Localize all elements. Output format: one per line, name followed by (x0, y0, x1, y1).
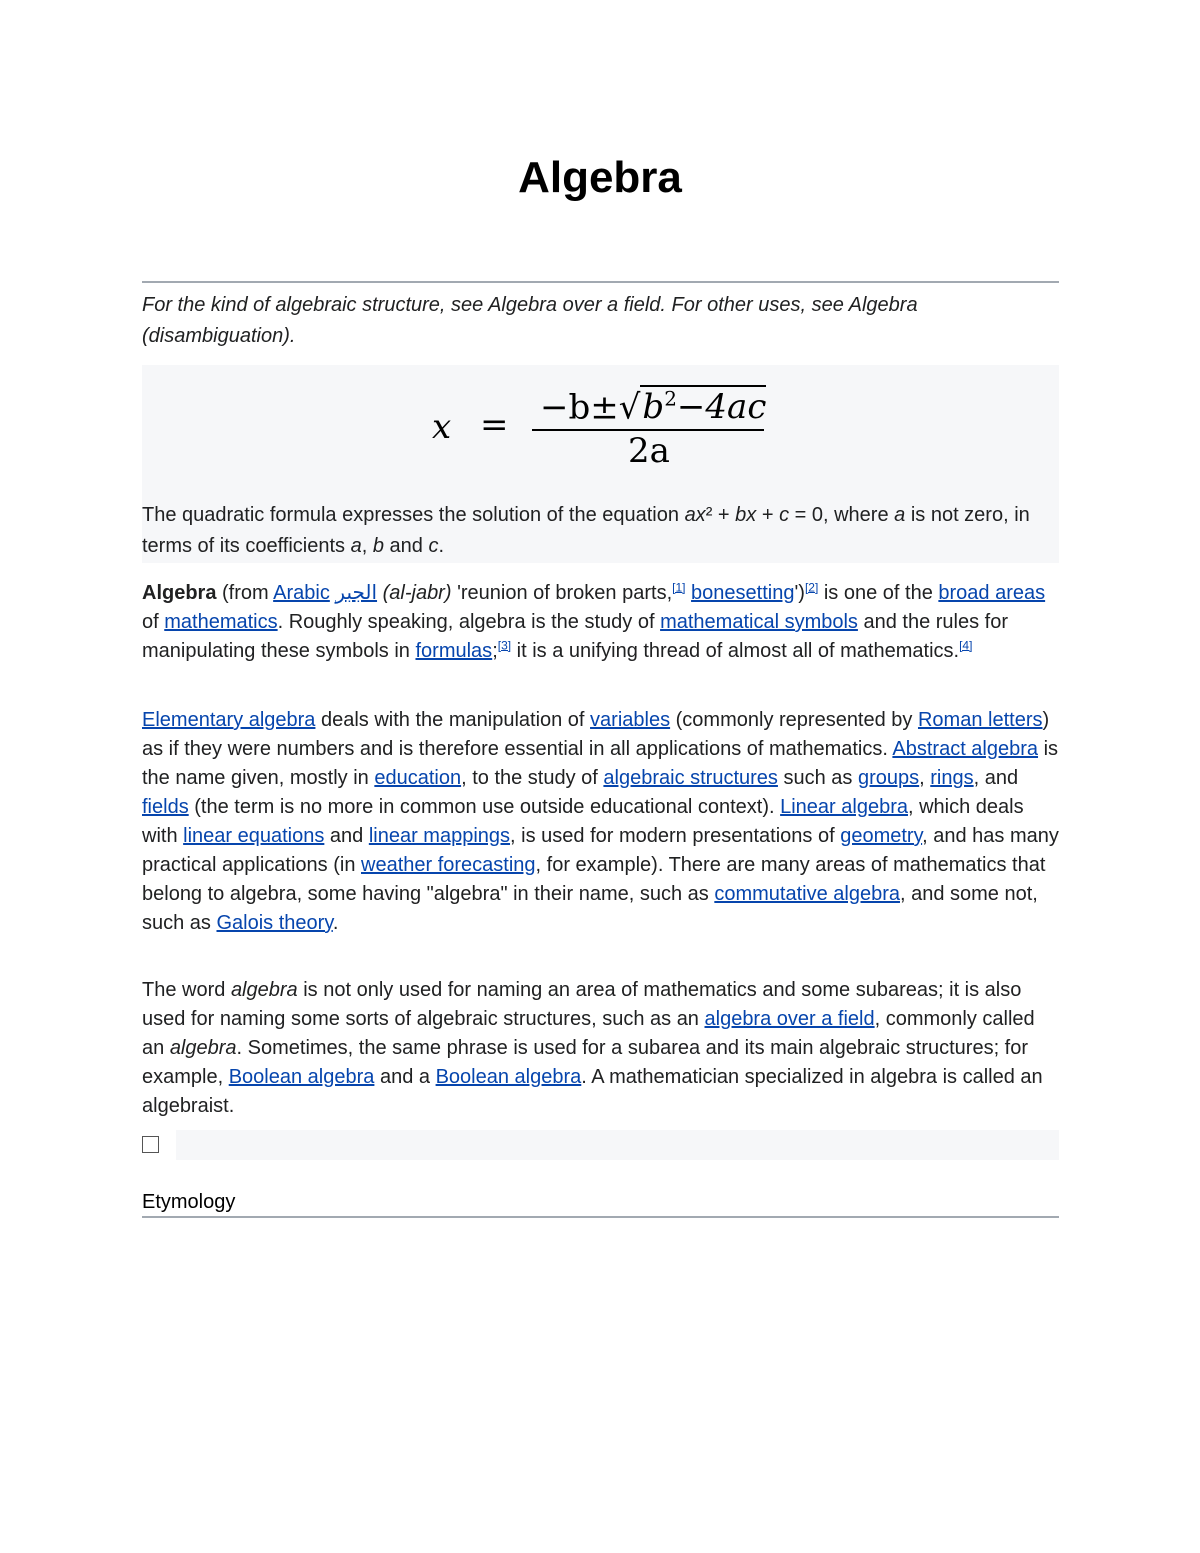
text: , (919, 767, 931, 789)
link-elementary-algebra[interactable]: Elementary algebra (142, 709, 316, 731)
caption-text: . (438, 535, 445, 557)
text: , and has many practical applications (in (142, 825, 1059, 876)
caption-squared: ² (705, 504, 713, 526)
text: it is a unifying thread of almost all of mathematics. (511, 640, 960, 662)
text: ) as if they were numbers and is therefore essential in all applications of mathematics. (142, 709, 1050, 760)
link-galois-theory[interactable]: Galois theory (216, 912, 333, 934)
text: is one of the (818, 582, 939, 604)
link-roman-letters[interactable]: Roman letters (917, 709, 1043, 731)
caption-text: = 0, where (789, 504, 895, 526)
text: and a (374, 1066, 436, 1088)
text: (from (216, 582, 274, 604)
formula-radicand-b: b (642, 387, 665, 428)
text: . A mathematician specialized in algebra is called an algebraist. (142, 1066, 1043, 1117)
link-weather-forecasting[interactable]: weather forecasting (361, 854, 536, 876)
ref-4 (959, 638, 972, 652)
section-divider (142, 1216, 1059, 1218)
formula-sqrt-sign: √ (618, 387, 641, 428)
text: deals with the manipulation of (315, 709, 591, 731)
quadratic-formula (432, 387, 792, 471)
quadratic-formula-figure (142, 365, 1059, 563)
title-divider (142, 281, 1059, 283)
italic-term: algebra (169, 1037, 237, 1059)
text: , and some not, such as (142, 883, 1038, 934)
ref-2-link[interactable]: [2] (804, 580, 819, 595)
text: ; (492, 640, 498, 662)
caption-var-bx: bx (735, 504, 757, 526)
text: 'reunion of broken parts, (451, 582, 673, 604)
link-mathematical-symbols[interactable]: mathematical symbols (660, 611, 858, 633)
ref-3 (498, 638, 511, 652)
link-arabic[interactable]: Arabic (273, 582, 330, 604)
text: , commonly called an (142, 1008, 1035, 1059)
caption-var-c: c (428, 535, 439, 557)
word-usage-paragraph (142, 976, 1059, 1121)
formula-numerator-prefix: −b± (540, 387, 619, 428)
text: is the name given, mostly in (142, 738, 1059, 789)
caption-var-a: a (350, 535, 362, 557)
text: and the rules for manipulating these symbols in (142, 611, 1009, 662)
hatnote: For the kind of algebraic structure, see Algebra over a field. For other uses, see Algebra (disambiguation). (142, 294, 918, 347)
placeholder-checkbox[interactable] (142, 1136, 159, 1153)
caption-text: and (383, 535, 429, 557)
caption-text: + (756, 504, 780, 526)
text: and (324, 825, 369, 847)
formula-lhs: x (432, 407, 452, 447)
link-algebraic-structures[interactable]: algebraic structures (603, 767, 778, 789)
transliteration: (al-jabr) (382, 582, 452, 604)
formula-radicand (640, 385, 766, 427)
intro-paragraph (142, 579, 1059, 666)
link-mathematics[interactable]: mathematics (164, 611, 278, 633)
caption-text: , (361, 535, 373, 557)
text: such as (777, 767, 858, 789)
ref-1 (672, 580, 685, 594)
bold-term: Algebra (142, 582, 217, 604)
text: of (142, 611, 165, 633)
link-boolean-algebra-logic[interactable]: Boolean algebra (228, 1066, 375, 1088)
text: is not only used for naming an area of mathematics and some subareas; it is also used for naming some sorts of algebraic structures, such as an (142, 979, 1022, 1030)
italic-term: algebra (230, 979, 298, 1001)
link-arabic-script[interactable]: الجبر (335, 582, 378, 604)
text: ') (794, 582, 805, 604)
link-algebra-over-a-field[interactable]: algebra over a field (704, 1008, 875, 1030)
caption-text: The quadratic formula expresses the solution of the equation (142, 504, 685, 526)
formula-denominator: 2a (628, 431, 670, 471)
formula-radicand-exp: 2 (664, 387, 677, 411)
caption-var-ax: ax (684, 504, 706, 526)
section-heading-etymology: Etymology (142, 1191, 236, 1213)
link-fields[interactable]: fields (142, 796, 189, 818)
link-linear-equations[interactable]: linear equations (183, 825, 325, 847)
formula-numerator (540, 387, 766, 427)
text: . (332, 912, 339, 934)
empty-content-bar (176, 1130, 1059, 1160)
link-groups[interactable]: groups (857, 767, 920, 789)
ref-1-link[interactable]: [1] (672, 580, 686, 595)
text: The word (142, 979, 231, 1001)
text: , to the study of (461, 767, 604, 789)
caption-var-a: a (894, 504, 906, 526)
link-education[interactable]: education (374, 767, 462, 789)
caption-text: is not zero, in terms of its coefficients (142, 504, 1030, 557)
link-commutative-algebra[interactable]: commutative algebra (714, 883, 900, 905)
link-linear-algebra[interactable]: Linear algebra (780, 796, 908, 818)
ref-3-link[interactable]: [3] (497, 638, 512, 653)
ref-2 (805, 580, 818, 594)
ref-4-link[interactable]: [4] (959, 638, 973, 653)
text: , which deals with (142, 796, 1024, 847)
elementary-paragraph (142, 706, 1059, 938)
text: . Sometimes, the same phrase is used for a subarea and its main algebraic structures; for example, (142, 1037, 1029, 1088)
link-formulas[interactable]: formulas (415, 640, 493, 662)
text: , and (973, 767, 1019, 789)
page-title: Algebra (518, 153, 682, 202)
link-broad-areas[interactable]: broad areas (938, 582, 1046, 604)
link-rings[interactable]: rings (930, 767, 974, 789)
formula-caption (142, 500, 1042, 562)
link-variables[interactable]: variables (590, 709, 671, 731)
text: , is used for modern presentations of (510, 825, 841, 847)
link-boolean-algebra-structure[interactable]: Boolean algebra (435, 1066, 582, 1088)
formula-equals: = (480, 405, 509, 445)
link-linear-mappings[interactable]: linear mappings (368, 825, 511, 847)
text: (the term is no more in common use outside educational context). (188, 796, 781, 818)
link-abstract-algebra[interactable]: Abstract algebra (892, 738, 1039, 760)
caption-text: + (712, 504, 736, 526)
caption-var-b: b (372, 535, 384, 557)
text: . Roughly speaking, algebra is the study of (277, 611, 661, 633)
text: (commonly represented by (670, 709, 918, 731)
link-bonesetting[interactable]: bonesetting (691, 582, 795, 604)
formula-radicand-rest: −4ac (676, 387, 767, 428)
text: , for example). There are many areas of mathematics that belong to algebra, some having "algebra" in their name, such as (142, 854, 1046, 905)
link-geometry[interactable]: geometry (840, 825, 923, 847)
caption-var-c: c (779, 504, 790, 526)
